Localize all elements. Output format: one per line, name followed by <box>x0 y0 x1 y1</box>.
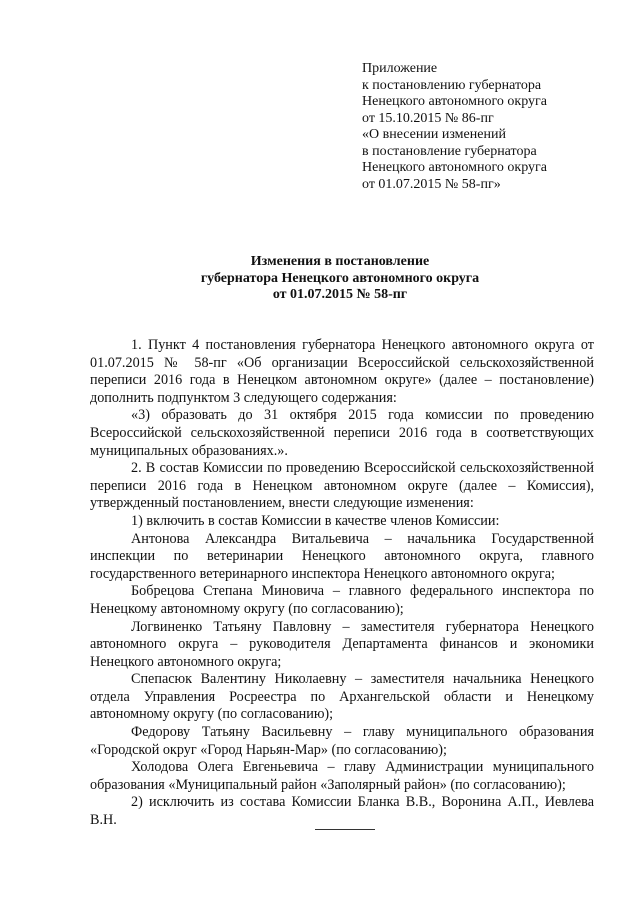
member-entry: Спепасюк Валентину Николаевну – заместителя начальника Ненецкого отдела Управления Росреестра по Архангельской области и Ненецкому автономному округу (по согласованию); <box>90 671 594 723</box>
title-line: губернатора Ненецкого автономного округа <box>200 270 480 286</box>
document-title <box>90 254 590 304</box>
appendix-line: Ненецкого автономного округа <box>362 94 547 109</box>
member-entry: Федорову Татьяну Васильевну – главу муниципального образования «Городской округ «Город Нарьян-Мар» (по согласованию); <box>90 724 594 758</box>
appendix-line: от 15.10.2015 № 86-пг <box>362 110 494 126</box>
paragraph-exclude-members: 2) исключить из состава Комиссии Бланка В.В., Воронина А.П., Иевлева В.Н. <box>90 794 594 829</box>
end-divider <box>315 829 375 830</box>
member-entry: Антонова Александра Витальевича – начальника Государственной инспекции по ветеринарии Ненецкого автономного округа, главного государственного ветеринарного инспектора Ненецкого автономного округа; <box>90 530 594 582</box>
title-line: от 01.07.2015 № 58-пг <box>272 287 408 302</box>
paragraph-subitem-3: «3) образовать до 31 октября 2015 года комиссии по проведению Всероссийской сельскохозяйственной переписи 2016 года в соответствующих муниципальных образованиях.». <box>90 407 594 459</box>
appendix-line: Ненецкого автономного округа <box>362 160 547 175</box>
appendix-block <box>362 61 622 193</box>
appendix-line: «О внесении изменений <box>362 127 506 142</box>
appendix-line: от 01.07.2015 № 58-пг» <box>362 176 501 192</box>
member-entry: Бобрецова Степана Миновича – главного федерального инспектора по Ненецкому автономному округу (по согласованию); <box>90 583 594 617</box>
member-entry: Холодова Олега Евгеньевича – главу Администрации муниципального образования «Муниципальный район «Заполярный район» (по согласованию); <box>90 759 594 793</box>
appendix-line: Приложение <box>362 61 438 76</box>
title-line: Изменения в постановление <box>250 254 430 269</box>
paragraph-item-1: 1. Пункт 4 постановления губернатора Ненецкого автономного округа от 01.07.2015 № 58-пг «Об организации Всероссийской сельскохозяйственной переписи 2016 года в Ненецком автономном округе» (далее – постановление) дополнить подпунктом 3 следующего содержания: <box>90 337 594 406</box>
member-entry: Логвиненко Татьяну Павловну – заместителя губернатора Ненецкого автономного округа – руководителя Департамента финансов и экономики Ненецкого автономного округа; <box>90 618 594 670</box>
paragraph-include-members: 1) включить в состав Комиссии в качестве членов Комиссии: <box>131 512 500 529</box>
paragraph-item-2: 2. В состав Комиссии по проведению Всероссийской сельскохозяйственной переписи 2016 года в Ненецком автономном округе (далее – Комиссия), утвержденный постановлением, внести следующие изменения: <box>90 460 594 512</box>
document-body <box>90 337 594 830</box>
appendix-line: к постановлению губернатора <box>362 77 542 93</box>
appendix-line: в постановление губернатора <box>362 143 537 159</box>
